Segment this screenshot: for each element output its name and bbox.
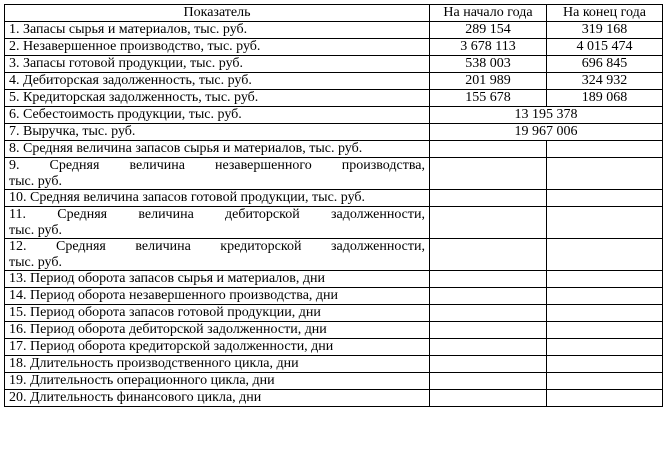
row-end-value: 4 015 474 [547,39,663,56]
row-empty-cell [430,141,547,158]
row-label-text: 14. Период оборота незавершенного производства, дни [9,288,339,303]
table-row-empty [5,322,663,339]
table-row-empty [5,339,663,356]
row-empty-cell [430,356,547,373]
row-label-text: 11. Средняя величина дебиторской задолженности, [9,207,425,222]
row-label: 4. Дебиторская задолженность, тыс. руб. [5,73,430,90]
table-row-empty [5,141,663,158]
table-row [5,22,663,39]
indicators-table [4,4,663,407]
row-label [5,141,430,158]
row-empty-cell [547,322,663,339]
row-empty-cell [547,373,663,390]
table-row-empty [5,356,663,373]
row-start-value: 289 154 [430,22,547,39]
row-end-value: 319 168 [547,22,663,39]
row-empty-cell [430,390,547,407]
row-label-text: 8. Средняя величина запасов сырья и материалов, тыс. руб. [9,141,363,156]
row-label-text: 12. Средняя величина кредиторской задолженности, [9,239,425,254]
row-label-text: 18. Длительность производственного цикла, дни [9,356,299,371]
row-label-text-line2: тыс. руб. [9,222,62,238]
row-end-value: 696 845 [547,56,663,73]
row-label [5,322,430,339]
table-row [5,90,663,107]
row-start-value: 155 678 [430,90,547,107]
table-row-empty [5,373,663,390]
row-label: 3. Запасы готовой продукции, тыс. руб. [5,56,430,73]
row-label [5,190,430,207]
row-label [5,339,430,356]
row-label: 2. Незавершенное производство, тыс. руб. [5,39,430,56]
row-merged-value: 19 967 006 [430,124,663,141]
row-label-text: 9. Средняя величина незавершенного производства, [9,158,425,173]
row-label [5,207,430,239]
table-row [5,39,663,56]
table-row-merged [5,107,663,124]
row-empty-cell [430,207,547,239]
row-label-text: 20. Длительность финансового цикла, дни [9,390,262,405]
row-empty-cell [547,158,663,190]
row-empty-cell [430,239,547,271]
row-empty-cell [430,271,547,288]
row-empty-cell [547,190,663,207]
table-row [5,73,663,90]
table-row-empty [5,239,663,271]
row-end-value: 324 932 [547,73,663,90]
row-empty-cell [547,356,663,373]
table-row [5,56,663,73]
row-label: 7. Выручка, тыс. руб. [5,124,430,141]
row-label [5,239,430,271]
row-label-text: 19. Длительность операционного цикла, дни [9,373,275,388]
table-row-empty [5,207,663,239]
row-empty-cell [547,390,663,407]
row-empty-cell [430,305,547,322]
row-empty-cell [547,305,663,322]
row-label [5,288,430,305]
row-start-value: 201 989 [430,73,547,90]
row-label-text: 13. Период оборота запасов сырья и материалов, дни [9,271,325,286]
row-empty-cell [547,141,663,158]
row-end-value: 189 068 [547,90,663,107]
row-label-text: 16. Период оборота дебиторской задолженности, дни [9,322,327,337]
row-label-text-line2: тыс. руб. [9,254,62,270]
row-label-text: 10. Средняя величина запасов готовой продукции, тыс. руб. [9,190,366,205]
table-row-empty [5,190,663,207]
row-label-text: 15. Период оборота запасов готовой продукции, дни [9,305,321,320]
header-row [5,5,663,22]
row-label [5,158,430,190]
row-empty-cell [430,158,547,190]
row-label-text: 17. Период оборота кредиторской задолженности, дни [9,339,334,354]
row-start-value: 538 003 [430,56,547,73]
table-row-merged [5,124,663,141]
row-merged-value: 13 195 378 [430,107,663,124]
row-empty-cell [430,373,547,390]
row-empty-cell [430,339,547,356]
table-row-empty [5,271,663,288]
header-end: На конец года [547,5,663,22]
table-row-empty [5,288,663,305]
table-row-empty [5,305,663,322]
row-label [5,356,430,373]
row-start-value: 3 678 113 [430,39,547,56]
header-start: На начало года [430,5,547,22]
row-label [5,271,430,288]
row-label-text-line2: тыс. руб. [9,173,62,189]
row-empty-cell [547,339,663,356]
row-label: 6. Себестоимость продукции, тыс. руб. [5,107,430,124]
row-empty-cell [547,271,663,288]
row-empty-cell [430,288,547,305]
row-label [5,305,430,322]
row-empty-cell [547,207,663,239]
row-empty-cell [547,288,663,305]
row-label: 5. Кредиторская задолженность, тыс. руб. [5,90,430,107]
row-label: 1. Запасы сырья и материалов, тыс. руб. [5,22,430,39]
row-empty-cell [430,190,547,207]
row-empty-cell [547,239,663,271]
table-row-empty [5,390,663,407]
table-row-empty [5,158,663,190]
row-empty-cell [430,322,547,339]
row-label [5,373,430,390]
row-label [5,390,430,407]
header-indicator: Показатель [5,5,430,22]
